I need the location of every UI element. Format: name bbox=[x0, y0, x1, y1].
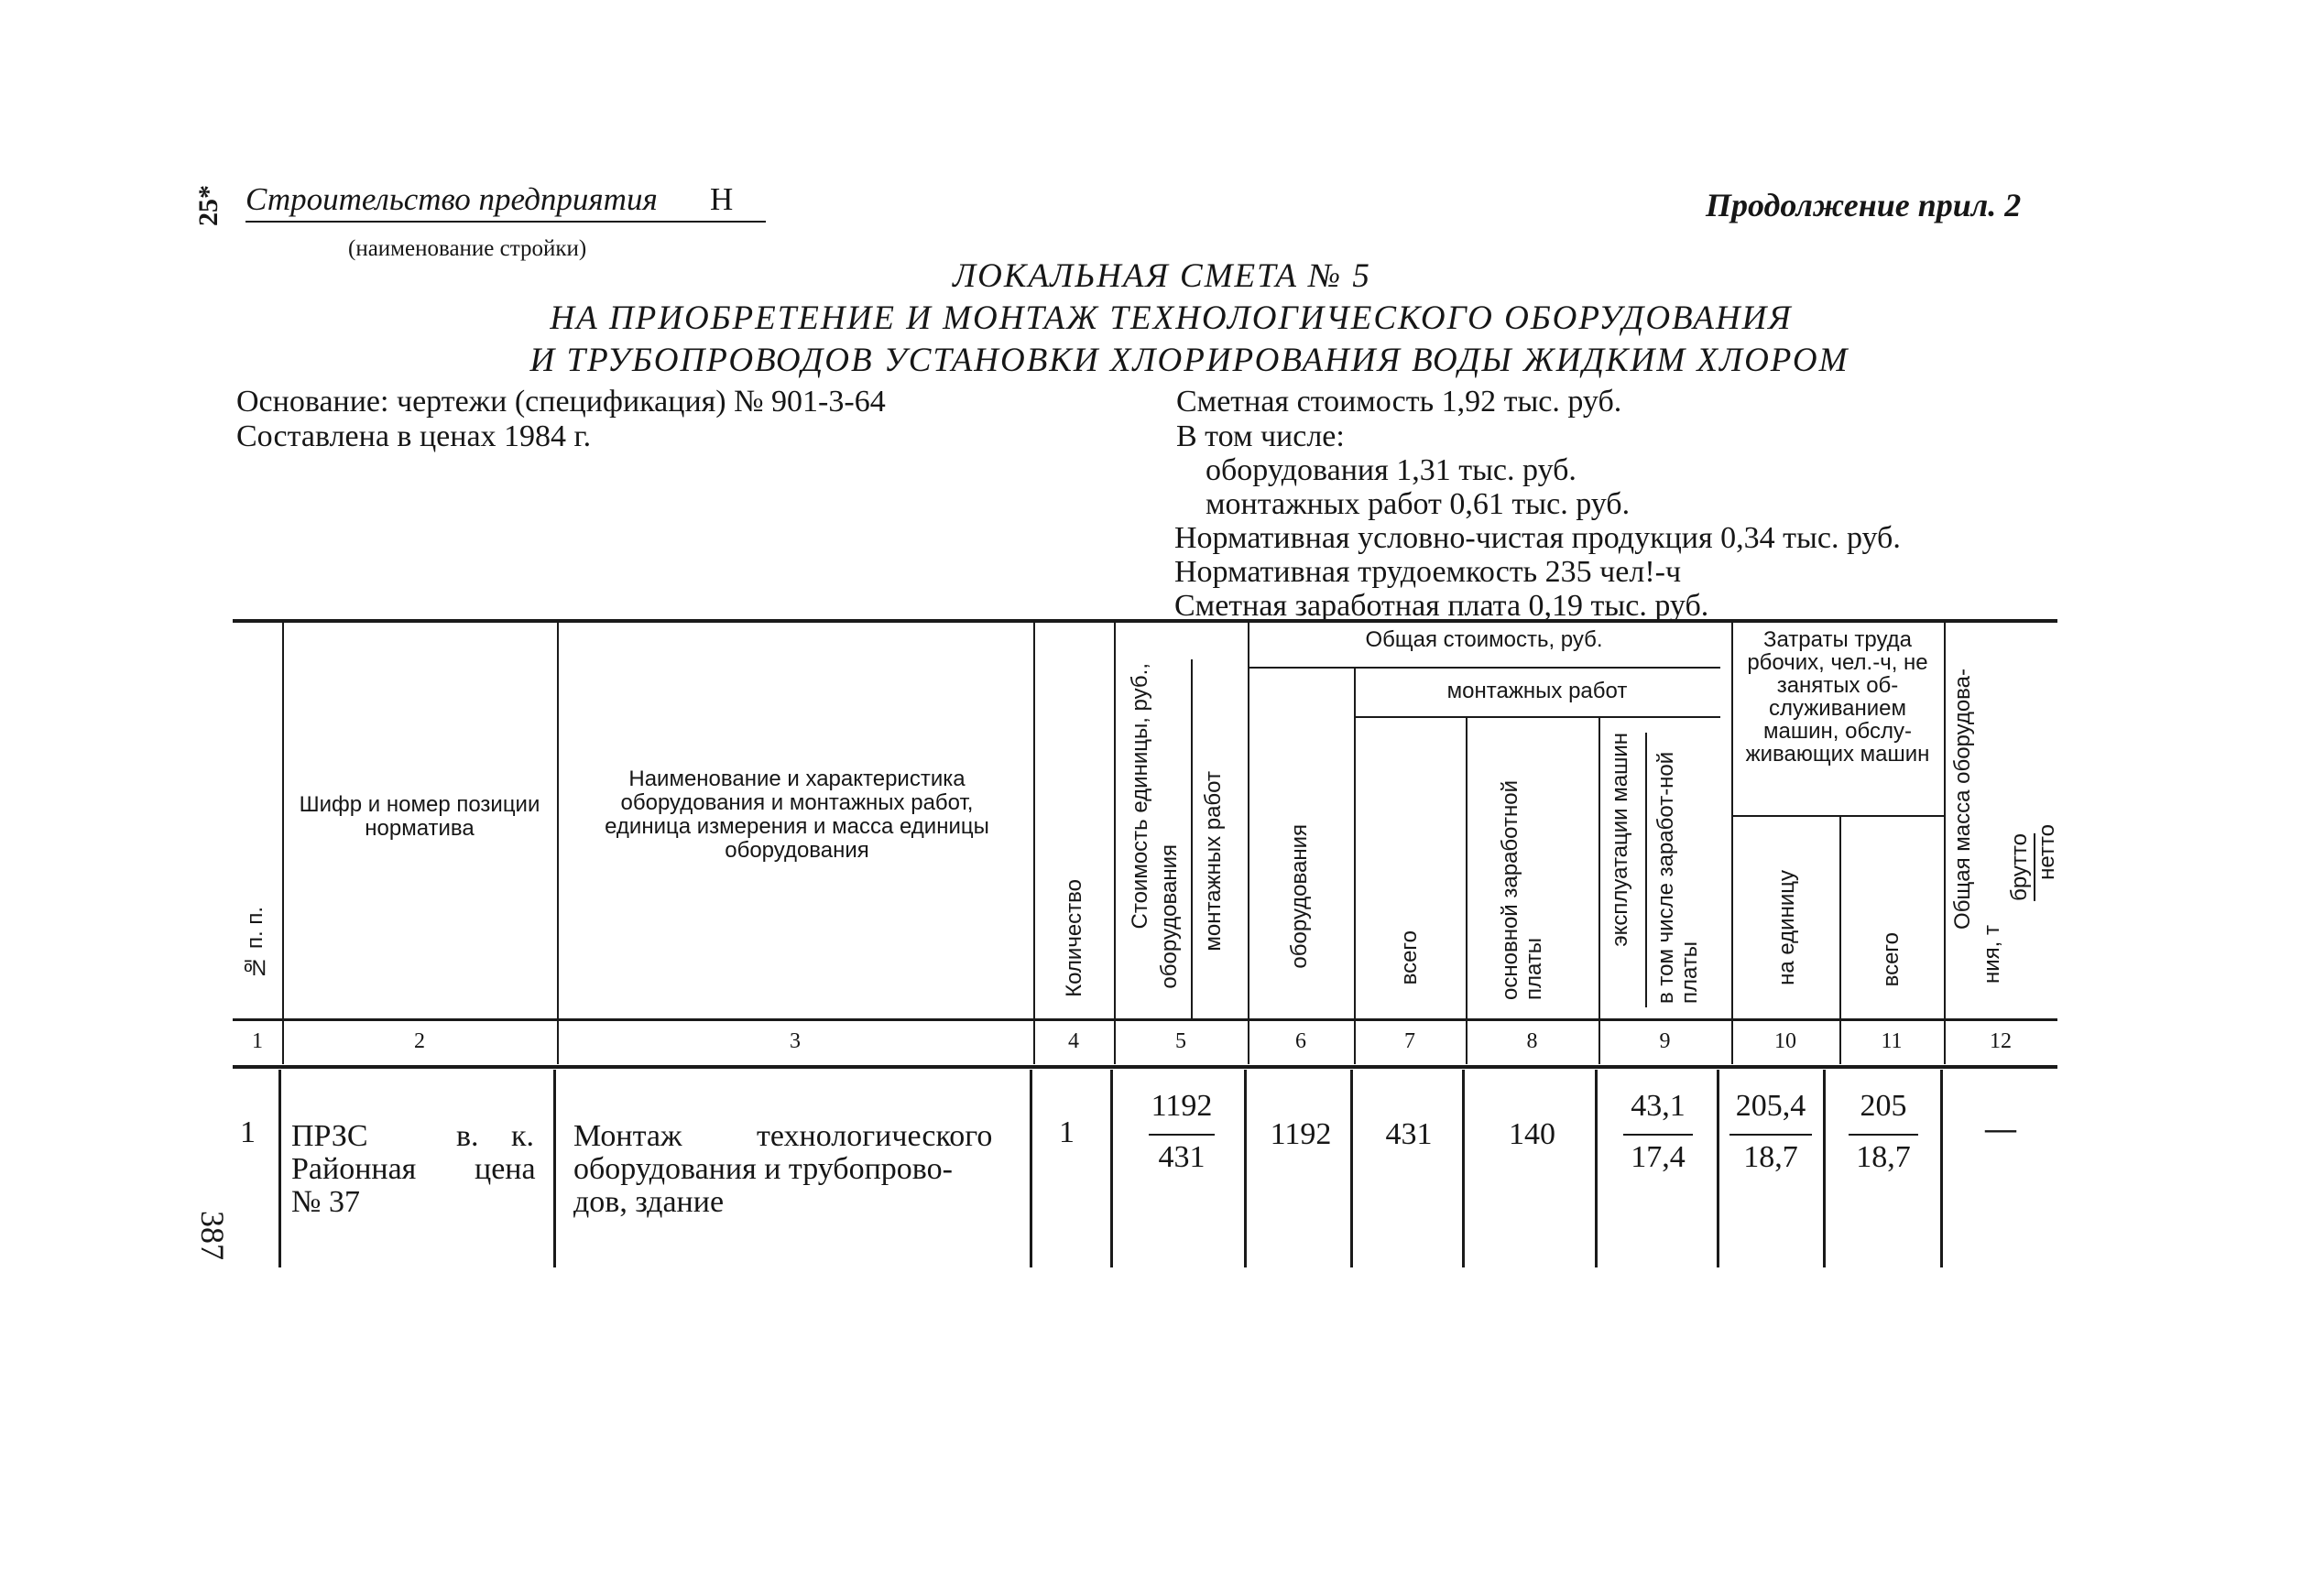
row-num: 1 bbox=[240, 1115, 256, 1149]
row-labor-unit-top: 205,4 bbox=[1735, 1089, 1806, 1123]
row-labor-total-top: 205 bbox=[1860, 1089, 1907, 1123]
col-sep-10 bbox=[1839, 817, 1841, 1018]
header-labor-unit: на единицу bbox=[1774, 870, 1799, 985]
colnum-12: 12 bbox=[1990, 1029, 2012, 1053]
row-code-2a: Районная bbox=[291, 1152, 417, 1186]
construction-caption: (наименование стройки) bbox=[348, 236, 587, 261]
construction-underline bbox=[245, 221, 766, 223]
row-name-2: оборудования и трубопрово- bbox=[573, 1152, 953, 1186]
row-labor-unit bbox=[1718, 1088, 1823, 1176]
row-labor-unit-bottom: 18,7 bbox=[1743, 1140, 1798, 1174]
col-sep-8 bbox=[1598, 718, 1600, 1018]
row-total-wage: 140 bbox=[1509, 1117, 1555, 1151]
col-sep-9a bbox=[1645, 733, 1647, 1007]
col-sep-2 bbox=[557, 623, 559, 1018]
row-machine-bottom: 17,4 bbox=[1631, 1140, 1686, 1174]
body-sep-3 bbox=[1030, 1070, 1032, 1267]
row-name-1a: Монтаж bbox=[573, 1119, 682, 1153]
header-labor-total: всего bbox=[1879, 932, 1904, 987]
row-total-all: 431 bbox=[1385, 1117, 1433, 1151]
info-basis: Основание: чертежи (спецификация) № 901-3-64 bbox=[236, 385, 886, 419]
header-total-machine-wage: в том числе заработ-ной платы bbox=[1653, 751, 1702, 1004]
row-labor-total-bar bbox=[1849, 1134, 1918, 1136]
total-cost-subrule bbox=[1248, 667, 1720, 669]
info-net-production: Нормативная условно-чистая продукция 0,34 тыс. руб. bbox=[1174, 521, 1901, 555]
colnum-6: 6 bbox=[1295, 1029, 1306, 1053]
row-machine bbox=[1598, 1088, 1718, 1176]
continuation-note: Продолжение прил. 2 bbox=[1706, 187, 2022, 223]
row-labor-unit-bar bbox=[1729, 1134, 1812, 1136]
table-top-rule bbox=[233, 619, 2057, 623]
corner-mark: 25* bbox=[193, 185, 224, 226]
header-rule bbox=[233, 1018, 2057, 1021]
row-labor-total-bottom: 18,7 bbox=[1856, 1140, 1911, 1174]
row-qty: 1 bbox=[1059, 1115, 1075, 1149]
header-code bbox=[286, 793, 553, 841]
row-name-1b: технологического bbox=[757, 1119, 993, 1153]
title-line-1: ЛОКАЛЬНАЯ СМЕТА № 5 bbox=[953, 257, 1371, 295]
info-labor: Нормативная трудоемкость 235 чел!-ч bbox=[1174, 555, 1682, 589]
body-sep-4 bbox=[1110, 1070, 1113, 1267]
title-line-2: НА ПРИОБРЕТЕНИЕ И МОНТАЖ ТЕХНОЛОГИЧЕСКОГО ОБОРУДОВАНИЯ bbox=[550, 299, 1793, 337]
colnum-1: 1 bbox=[252, 1029, 263, 1053]
header-name bbox=[586, 767, 1008, 863]
colnum-5: 5 bbox=[1175, 1029, 1186, 1053]
row-unit-cost-eq: 1192 bbox=[1151, 1089, 1213, 1123]
construction-value: Н bbox=[710, 181, 734, 217]
row-code-1b: в. bbox=[456, 1119, 479, 1153]
col-sep-7 bbox=[1466, 718, 1468, 1018]
header-unit-cost-mount: монтажных работ bbox=[1201, 771, 1226, 952]
side-page-number: 387 bbox=[193, 1211, 231, 1260]
info-including: В том числе: bbox=[1176, 419, 1345, 453]
colnum-2: 2 bbox=[414, 1029, 425, 1053]
colnum-10: 10 bbox=[1774, 1029, 1796, 1053]
row-unit-cost bbox=[1123, 1088, 1240, 1176]
row-code-1a: ПРЗС bbox=[291, 1119, 368, 1153]
body-sep-10 bbox=[1823, 1070, 1826, 1267]
body-sep-8 bbox=[1595, 1070, 1598, 1267]
title-line-3: И ТРУБОПРОВОДОВ УСТАНОВКИ ХЛОРИРОВАНИЯ ВОДЫ ЖИДКИМ ХЛОРОМ bbox=[529, 342, 1849, 379]
info-mounting: монтажных работ 0,61 тыс. руб. bbox=[1206, 487, 1631, 521]
header-total-eq: оборудования bbox=[1287, 824, 1312, 969]
row-code-3: № 37 bbox=[291, 1185, 360, 1219]
col-sep-5 bbox=[1248, 623, 1249, 1018]
header-mass-2: ния, т bbox=[1980, 925, 2004, 984]
body-sep-5 bbox=[1244, 1070, 1247, 1267]
row-total-eq: 1192 bbox=[1270, 1117, 1332, 1151]
mounting-subrule bbox=[1354, 716, 1720, 718]
header-total: Общая стоимость, руб. bbox=[1365, 627, 1603, 652]
colnum-8: 8 bbox=[1526, 1029, 1538, 1053]
header-unit-cost-eq: оборудования bbox=[1157, 844, 1182, 989]
header-total-mount: монтажных работ bbox=[1446, 679, 1628, 703]
colnum-11: 11 bbox=[1881, 1029, 1903, 1053]
header-labor bbox=[1733, 628, 1942, 766]
body-sep-2 bbox=[553, 1070, 556, 1267]
header-total-machine: эксплуатации машин bbox=[1608, 733, 1632, 947]
row-name-3: дов, здание bbox=[573, 1185, 725, 1219]
header-code-text: Шифр и номер позиции норматива bbox=[299, 792, 540, 841]
body-sep-7 bbox=[1462, 1070, 1465, 1267]
colnum-9: 9 bbox=[1659, 1029, 1671, 1053]
row-code-1c: к. bbox=[511, 1119, 535, 1153]
header-mass: Общая масса оборудова- bbox=[1950, 669, 1975, 930]
numbers-rule bbox=[233, 1065, 2057, 1069]
col-sep-3 bbox=[1033, 623, 1035, 1018]
header-mass-gross: брутто bbox=[2008, 833, 2035, 901]
info-equipment: оборудования 1,31 тыс. руб. bbox=[1206, 453, 1577, 487]
header-qty: Количество bbox=[1062, 879, 1086, 997]
header-total-all: всего bbox=[1397, 930, 1422, 985]
col-sep-4 bbox=[1114, 623, 1116, 1018]
row-machine-bar bbox=[1623, 1134, 1693, 1136]
labor-subrule bbox=[1731, 815, 1944, 817]
header-labor-text: Затраты труда рбочих, чел.-ч, не занятых об-служиванием машин, обслу-живающих машин bbox=[1745, 627, 1930, 767]
col-sep-6 bbox=[1354, 669, 1356, 1018]
col-sep-5a bbox=[1191, 659, 1193, 1018]
header-num: № п. п. bbox=[243, 907, 267, 980]
header-mass-net: нетто bbox=[2035, 824, 2059, 880]
row-code-2b: цена bbox=[475, 1152, 536, 1186]
row-machine-top: 43,1 bbox=[1631, 1089, 1686, 1123]
row-mass: — bbox=[1985, 1112, 2016, 1146]
colnum-3: 3 bbox=[790, 1029, 801, 1053]
col-sep-1 bbox=[282, 623, 284, 1018]
row-labor-total bbox=[1827, 1088, 1940, 1176]
colnum-4: 4 bbox=[1068, 1029, 1079, 1053]
header-name-text: Наименование и характеристика оборудования и монтажных работ, единица измерения и масса единицы оборудования bbox=[605, 767, 989, 863]
info-prices: Составлена в ценах 1984 г. bbox=[236, 419, 592, 453]
header-total-wage: основной заработной платы bbox=[1498, 780, 1546, 1000]
info-wages: Сметная заработная плата 0,19 тыс. руб. bbox=[1174, 589, 1709, 623]
row-unit-cost-bar bbox=[1149, 1134, 1215, 1136]
col-sep-11 bbox=[1944, 623, 1946, 1018]
body-sep-6 bbox=[1350, 1070, 1353, 1267]
row-unit-cost-mount: 431 bbox=[1158, 1140, 1206, 1174]
header-unit-cost: Стоимость единицы, руб., bbox=[1128, 663, 1152, 930]
info-cost: Сметная стоимость 1,92 тыс. руб. bbox=[1176, 385, 1622, 419]
body-sep-11 bbox=[1940, 1070, 1943, 1267]
colnum-7: 7 bbox=[1404, 1029, 1415, 1053]
construction-label: Строительство предприятия bbox=[245, 181, 658, 217]
body-sep-1 bbox=[278, 1070, 281, 1267]
